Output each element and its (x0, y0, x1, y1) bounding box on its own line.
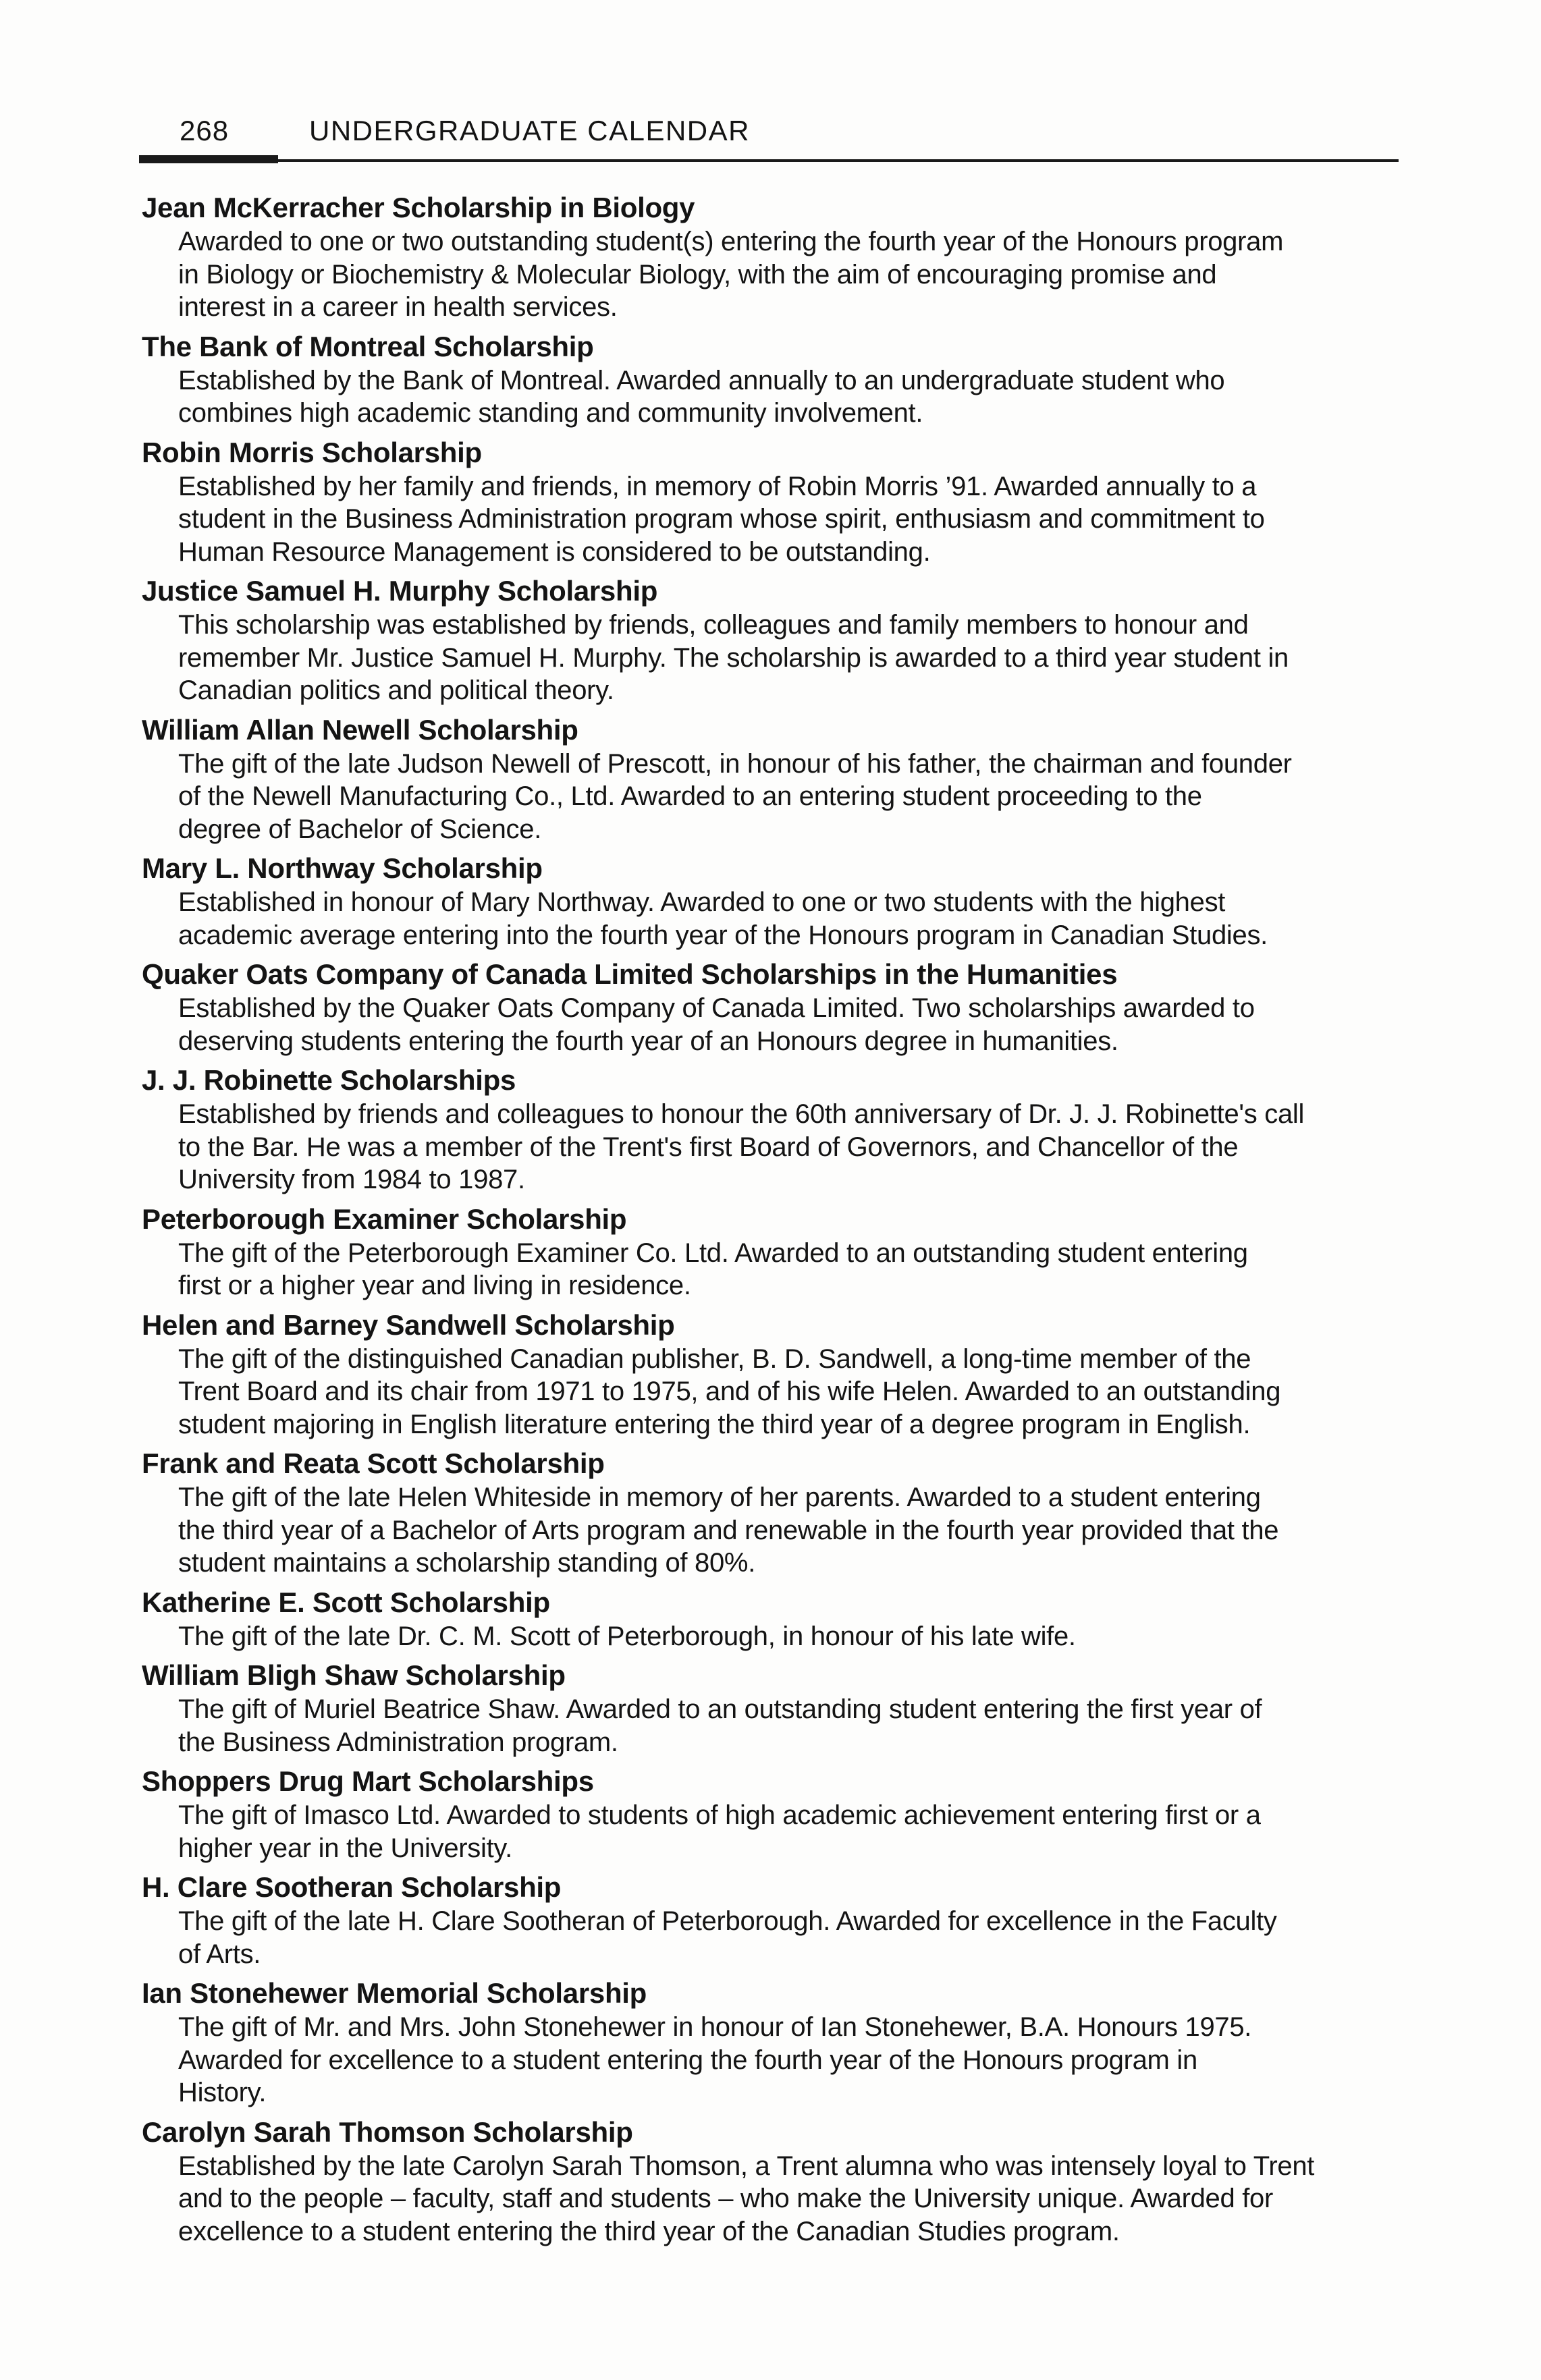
description-line: Human Resource Management is considered to be outstanding. (178, 536, 931, 567)
scholarship-description (178, 1620, 1397, 1653)
description-line: Established by the Quaker Oats Company of Canada Limited. Two scholarships awarded to (178, 993, 1255, 1023)
scholarship-title: William Bligh Shaw Scholarship (142, 1659, 566, 1691)
scholarship-title: Shoppers Drug Mart Scholarships (142, 1765, 594, 1797)
description-line: combines high academic standing and community involvement. (178, 398, 923, 428)
description-line: The gift of the late Helen Whiteside in memory of her parents. Awarded to a student entering (178, 1483, 1261, 1512)
scholarship-description (178, 748, 1397, 846)
running-title: UNDERGRADUATE CALENDAR (309, 115, 750, 146)
scholarship-entry (142, 1585, 1397, 1653)
description-line: the third year of a Bachelor of Arts program and renewable in the fourth year provided that the (178, 1515, 1279, 1545)
scholarship-description (178, 609, 1397, 707)
page-number: 268 (180, 115, 229, 146)
scholarship-description (178, 2150, 1397, 2248)
scholarship-description (178, 2011, 1397, 2109)
scholarship-title: Mary L. Northway Scholarship (142, 852, 543, 884)
scholarship-title: The Bank of Montreal Scholarship (142, 330, 594, 362)
scholarship-description (178, 470, 1397, 569)
description-line: excellence to a student entering the third year of the Canadian Studies program. (178, 2216, 1120, 2246)
description-line: of Arts. (178, 1939, 261, 1969)
description-line: degree of Bachelor of Science. (178, 814, 542, 844)
scholarship-title: Robin Morris Scholarship (142, 436, 482, 468)
scholarship-title: Frank and Reata Scott Scholarship (142, 1447, 605, 1479)
scholarship-entry (142, 329, 1397, 430)
description-line: The gift of Muriel Beatrice Shaw. Awarded to an outstanding student entering the first year of (178, 1694, 1262, 1724)
scholarship-title: Quaker Oats Company of Canada Limited Scholarships in the Humanities (142, 958, 1118, 990)
scholarship-list (142, 190, 1397, 2253)
scholarship-description (178, 225, 1397, 324)
scholarship-title: Justice Samuel H. Murphy Scholarship (142, 575, 658, 607)
scholarship-description (178, 364, 1397, 430)
description-line: the Business Administration program. (178, 1727, 618, 1757)
scholarship-entry (142, 957, 1397, 1057)
header-rule (139, 159, 1399, 162)
scholarship-description (178, 1343, 1397, 1441)
description-line: first or a higher year and living in residence. (178, 1271, 691, 1300)
description-line: Established by the Bank of Montreal. Awarded annually to an undergraduate student who (178, 365, 1225, 395)
scholarship-title: H. Clare Sootheran Scholarship (142, 1871, 562, 1903)
description-line: to the Bar. He was a member of the Trent's first Board of Governors, and Chancellor of the (178, 1132, 1239, 1162)
scholarship-entry (142, 851, 1397, 951)
scholarship-description (178, 992, 1397, 1057)
description-line: The gift of the late Dr. C. M. Scott of Peterborough, in honour of his late wife. (178, 1621, 1076, 1651)
scholarship-title: Ian Stonehewer Memorial Scholarship (142, 1977, 647, 2009)
description-line: History. (178, 2078, 267, 2107)
scholarship-description (178, 1905, 1397, 1970)
description-line: Awarded for excellence to a student entering the fourth year of the Honours program in (178, 2045, 1197, 2075)
description-line: Awarded to one or two outstanding student(s) entering the fourth year of the Honours program (178, 227, 1284, 256)
scholarship-title: Peterborough Examiner Scholarship (142, 1202, 627, 1235)
description-line: The gift of the Peterborough Examiner Co. Ltd. Awarded to an outstanding student entering (178, 1238, 1248, 1268)
description-line: Established by her family and friends, in memory of Robin Morris ’91. Awarded annually to a (178, 471, 1257, 501)
scholarship-description (178, 1481, 1397, 1580)
description-line: student majoring in English literature entering the third year of a degree program in English. (178, 1409, 1251, 1439)
scholarship-description (178, 1799, 1397, 1864)
description-line: The gift of the late H. Clare Sootheran of Peterborough. Awarded for excellence in the Faculty (178, 1906, 1277, 1936)
scholarship-entry (142, 1063, 1397, 1196)
description-line: student maintains a scholarship standing of 80%. (178, 1548, 756, 1578)
description-line: The gift of Imasco Ltd. Awarded to students of high academic achievement entering first or a (178, 1800, 1261, 1830)
scholarship-description (178, 886, 1397, 951)
description-line: and to the people – faculty, staff and students – who make the University unique. Awarded for (178, 2184, 1274, 2213)
header-rule-accent (139, 155, 278, 163)
scholarship-title: Helen and Barney Sandwell Scholarship (142, 1308, 675, 1341)
description-line: remember Mr. Justice Samuel H. Murphy. The scholarship is awarded to a third year student in (178, 642, 1289, 673)
scholarship-description (178, 1237, 1397, 1302)
scholarship-entry (142, 1764, 1397, 1864)
scholarship-description (178, 1098, 1397, 1196)
scholarship-entry (142, 1976, 1397, 2109)
description-line: The gift of the late Judson Newell of Prescott, in honour of his father, the chairman and founder (178, 748, 1292, 779)
scholarship-entry (142, 1202, 1397, 1302)
scholarship-entry (142, 190, 1397, 324)
description-line: higher year in the University. (178, 1833, 512, 1863)
scholarship-description (178, 1693, 1397, 1759)
description-line: The gift of Mr. and Mrs. John Stonehewer in honour of Ian Stonehewer, B.A. Honours 1975. (178, 2012, 1252, 2042)
description-line: Established in honour of Mary Northway. Awarded to one or two students with the highest (178, 887, 1226, 917)
description-line: in Biology or Biochemistry & Molecular Biology, with the aim of encouraging promise and (178, 259, 1217, 289)
description-line: University from 1984 to 1987. (178, 1165, 525, 1194)
description-line: Trent Board and its chair from 1971 to 1975, and of his wife Helen. Awarded to an outstanding (178, 1377, 1281, 1406)
scholarship-title: Carolyn Sarah Thomson Scholarship (142, 2115, 633, 2148)
scholarship-entry (142, 1658, 1397, 1759)
scholarship-entry (142, 574, 1397, 707)
scholarship-entry (142, 1446, 1397, 1580)
scholarship-entry (142, 435, 1397, 569)
scholarship-title: Katherine E. Scott Scholarship (142, 1586, 550, 1618)
scholarship-title: Jean McKerracher Scholarship in Biology (142, 192, 695, 223)
description-line: deserving students entering the fourth year of an Honours degree in humanities. (178, 1026, 1118, 1056)
scholarship-entry (142, 2115, 1397, 2248)
running-head (180, 112, 1399, 159)
scholarship-title: William Allan Newell Scholarship (142, 713, 578, 746)
description-line: Established by the late Carolyn Sarah Thomson, a Trent alumna who was intensely loyal to Trent (178, 2151, 1315, 2181)
description-line: student in the Business Administration program whose spirit, enthusiasm and commitment to (178, 504, 1265, 534)
description-line: Canadian politics and political theory. (178, 675, 614, 705)
description-line: academic average entering into the fourth year of the Honours program in Canadian Studies. (178, 920, 1268, 950)
description-line: interest in a career in health services. (178, 292, 618, 322)
scholarship-entry (142, 1308, 1397, 1441)
scholarship-title: J. J. Robinette Scholarships (142, 1064, 516, 1096)
scholarship-entry (142, 1870, 1397, 1970)
description-line: Established by friends and colleagues to honour the 60th anniversary of Dr. J. J. Robinette's call (178, 1099, 1305, 1129)
scholarship-entry (142, 713, 1397, 846)
description-line: This scholarship was established by friends, colleagues and family members to honour and (178, 610, 1249, 640)
description-line: The gift of the distinguished Canadian publisher, B. D. Sandwell, a long-time member of the (178, 1344, 1251, 1374)
description-line: of the Newell Manufacturing Co., Ltd. Awarded to an entering student proceeding to the (178, 781, 1202, 811)
